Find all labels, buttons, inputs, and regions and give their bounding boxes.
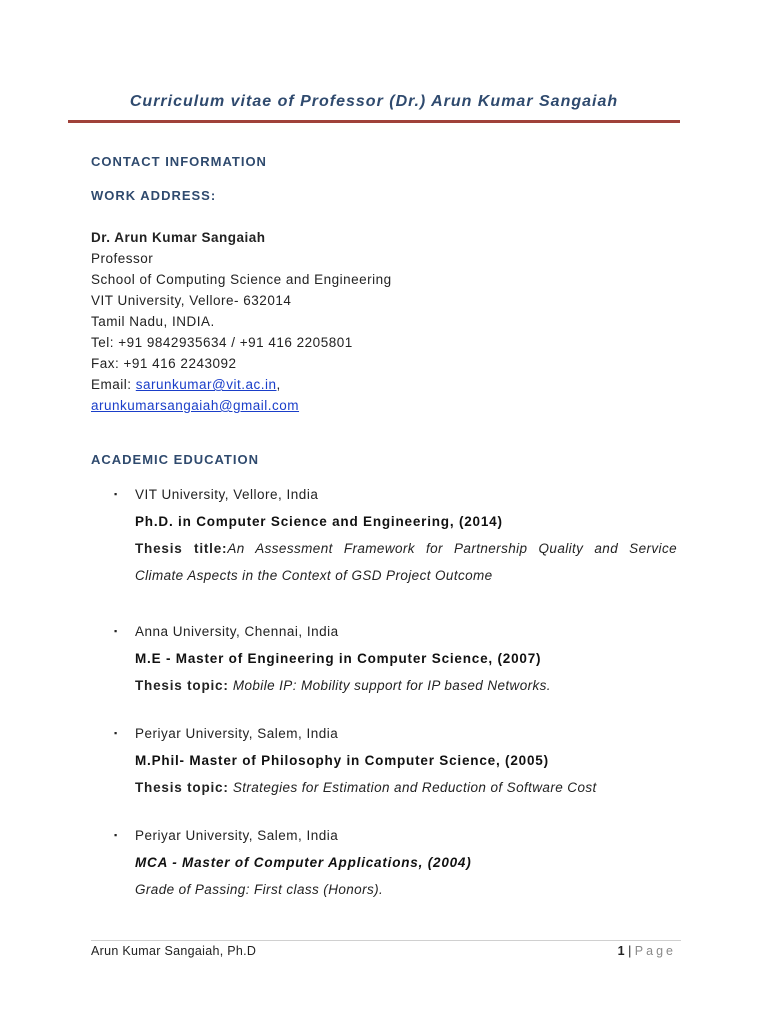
footer-page	[618, 944, 676, 958]
education-thesis	[135, 541, 677, 556]
title-divider	[68, 120, 680, 123]
thesis-label: Thesis topic:	[135, 678, 229, 693]
contact-position: Professor	[91, 251, 154, 266]
education-thesis	[135, 780, 597, 795]
contact-state: Tamil Nadu, INDIA.	[91, 314, 215, 329]
thesis-value-continued: Climate Aspects in the Context of GSD Project Outcome	[135, 568, 493, 583]
contact-name: Dr. Arun Kumar Sangaiah	[91, 230, 266, 245]
thesis-value: An Assessment Framework for Partnership Quality and Service	[227, 541, 677, 556]
email-link-vit[interactable]: sarunkumar@vit.ac.in	[135, 377, 277, 392]
page-label: Page	[634, 944, 676, 958]
contact-school: School of Computing Science and Engineering	[91, 272, 392, 287]
education-degree: MCA - Master of Computer Applications, (2004)	[135, 855, 472, 870]
thesis-value: Strategies for Estimation and Reduction of Software Cost	[232, 780, 597, 795]
contact-email-line	[91, 377, 281, 392]
thesis-label: Thesis title:	[135, 541, 228, 556]
contact-university: VIT University, Vellore- 632014	[91, 293, 292, 308]
contact-email2-line	[91, 398, 299, 413]
bullet-icon: ▪	[114, 830, 118, 840]
education-institution: VIT University, Vellore, India	[135, 487, 319, 502]
page-separator: |	[624, 944, 635, 958]
footer-author: Arun Kumar Sangaiah, Ph.D	[91, 944, 257, 958]
footer-divider	[91, 940, 681, 941]
bullet-icon: ▪	[114, 728, 118, 738]
work-address-heading: WORK ADDRESS:	[91, 188, 217, 203]
email-separator: ,	[276, 377, 281, 392]
thesis-value: Mobile IP: Mobility support for IP based Networks.	[232, 678, 551, 693]
contact-fax: Fax: +91 416 2243092	[91, 356, 237, 371]
contact-heading: CONTACT INFORMATION	[91, 154, 267, 169]
education-thesis	[135, 678, 551, 693]
thesis-label: Thesis topic:	[135, 780, 229, 795]
education-institution: Periyar University, Salem, India	[135, 726, 339, 741]
email-link-gmail[interactable]: arunkumarsangaiah@gmail.com	[91, 398, 300, 413]
education-degree: M.E - Master of Engineering in Computer Science, (2007)	[135, 651, 542, 666]
education-grade	[135, 882, 383, 897]
education-degree: Ph.D. in Computer Science and Engineering, (2014)	[135, 514, 503, 529]
email-label: Email:	[91, 377, 136, 392]
education-thesis-continued	[135, 568, 493, 583]
academic-heading: ACADEMIC EDUCATION	[91, 452, 259, 467]
page-number: 1	[617, 944, 625, 958]
contact-tel: Tel: +91 9842935634 / +91 416 2205801	[91, 335, 353, 350]
education-degree: M.Phil- Master of Philosophy in Computer Science, (2005)	[135, 753, 549, 768]
bullet-icon: ▪	[114, 626, 118, 636]
education-institution: Periyar University, Salem, India	[135, 828, 339, 843]
grade-value: Grade of Passing: First class (Honors).	[135, 882, 384, 897]
education-institution: Anna University, Chennai, India	[135, 624, 339, 639]
bullet-icon: ▪	[114, 489, 118, 499]
document-title: Curriculum vitae of Professor (Dr.) Arun Kumar Sangaiah	[129, 93, 619, 110]
